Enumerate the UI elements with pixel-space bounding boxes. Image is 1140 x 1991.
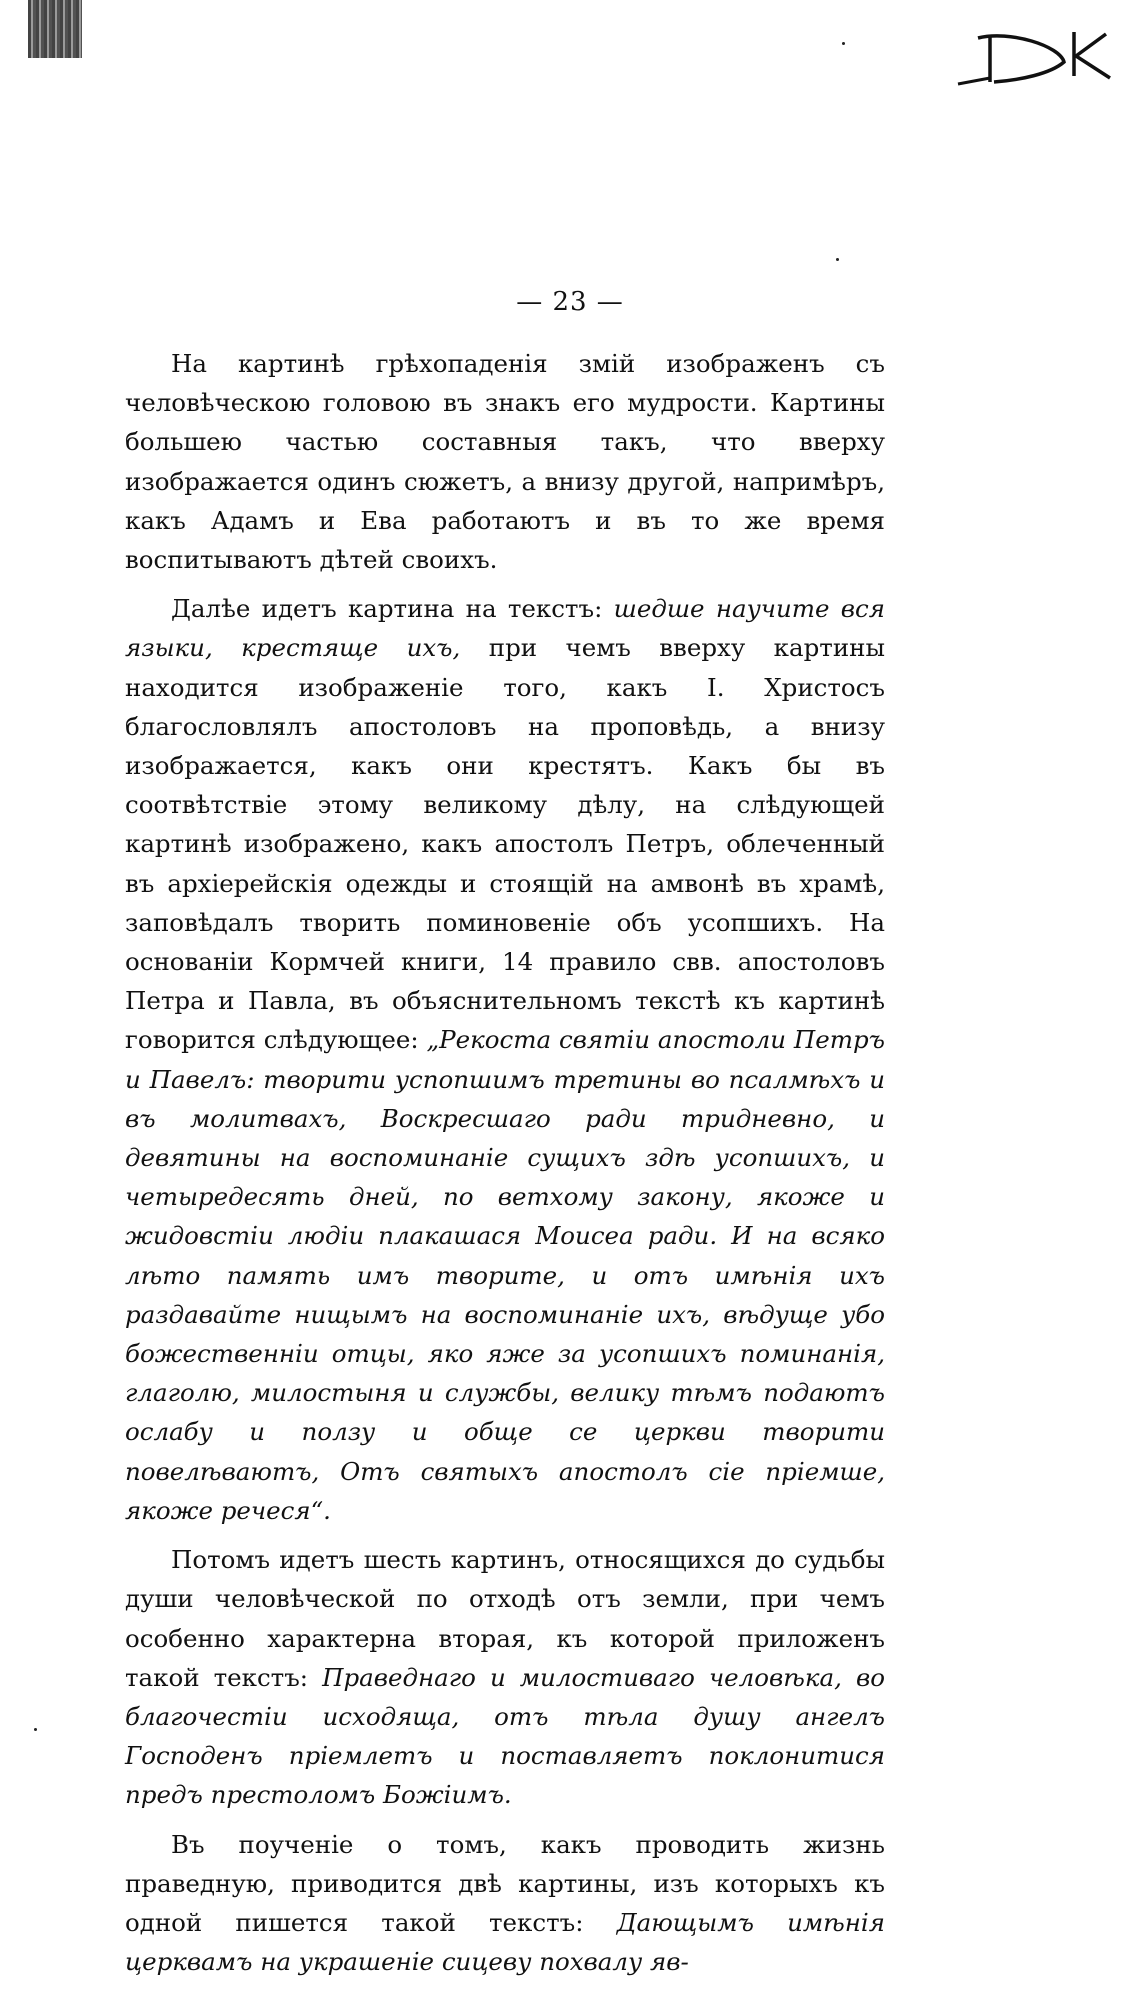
paragraph-text: Потомъ идетъ шесть картинъ, относящихся до судьбы души человѣческой по отходѣ отъ земли, при чемъ особенно характерна вторая, къ которой приложенъ такой текстъ: [125, 1545, 885, 1692]
handwritten-mark [950, 26, 1120, 90]
page-number: — 23 — [516, 287, 624, 317]
paragraph [125, 589, 885, 1530]
paragraph-text: Въ поученіе о томъ, какъ проводить жизнь праведную, приводится двѣ картины, изъ которыхъ къ одной пишется такой текстъ: [125, 1829, 885, 1937]
paragraph-text: Далѣе идетъ картина на текстъ: [171, 594, 614, 624]
paragraph-text: при чемъ вверху картины находится изображеніе того, какъ І. Христосъ благословлялъ апостоловъ на проповѣдь, а внизу изображается, какъ они крестятъ. Какъ бы въ соотвѣтствіе этому великому дѣлу, на слѣдующей картинѣ изображено, какъ апостолъ Петръ, облеченный въ архіерейскія одежды и стоящій на амвонѣ въ храмѣ, заповѣдалъ творить поминовеніе объ усопшихъ. На основаніи Кормчей книги, 14 правило свв. апостоловъ Петра и Павла, въ объяснительномъ текстѣ къ картинѣ говорится слѣдующее: [125, 633, 885, 1055]
paragraph [125, 1825, 885, 1982]
body-text [125, 344, 885, 1991]
quoted-text: Праведнаго и милостиваго человѣка, во благочестіи исходяща, отъ тѣла душу ангелъ Господенъ пріемлетъ и поставляетъ поклонитися предъ престоломъ Божіимъ. [125, 1662, 885, 1810]
scan-corner-mark [28, 0, 82, 58]
quoted-text: „Рекоста святіи апостоли Петръ и Павелъ: творити успопшимъ третины во псалмѣхъ и въ молитвахъ, Воскресшаго ради тридневно, и девятины на воспоминаніе сущихъ здѣ усопшихъ, и четыредесять дней, по ветхому закону, якоже и жидовстіи людіи плакашася Моисеа ради. И на всяко лѣто память имъ творите, и отъ имѣнія ихъ раздавайте нищымъ на воспоминаніе ихъ, вѣдуще убо божественніи отцы, яко яже за усопшихъ поминанія, глаголю, милостыня и службы, велику тѣмъ подаютъ ослабу и ползу и обще се церкви творити повелѣваютъ, Отъ святыхъ апостолъ сіе пріемше, якоже речеся“. [125, 1025, 886, 1525]
quoted-text: Дающымъ имѣнія церквамъ на украшеніе сицеву похвалу яв- [125, 1907, 885, 1977]
paragraph-text: На картинѣ грѣхопаденія змій изображенъ съ человѣческою головою въ знакъ его мудрости. Картины большею частью составныя такъ, что вверху изображается одинъ сюжетъ, а внизу другой, напримѣръ, какъ Адамъ и Ева работаютъ и въ то же время воспитываютъ дѣтей своихъ. [125, 349, 885, 575]
scan-speck [34, 1728, 37, 1731]
quoted-text: шедше научите вся языки, крестяще ихъ, [125, 594, 885, 663]
scan-speck [836, 258, 839, 261]
paragraph [125, 1540, 885, 1814]
scan-speck [842, 42, 845, 45]
paragraph [125, 344, 885, 579]
